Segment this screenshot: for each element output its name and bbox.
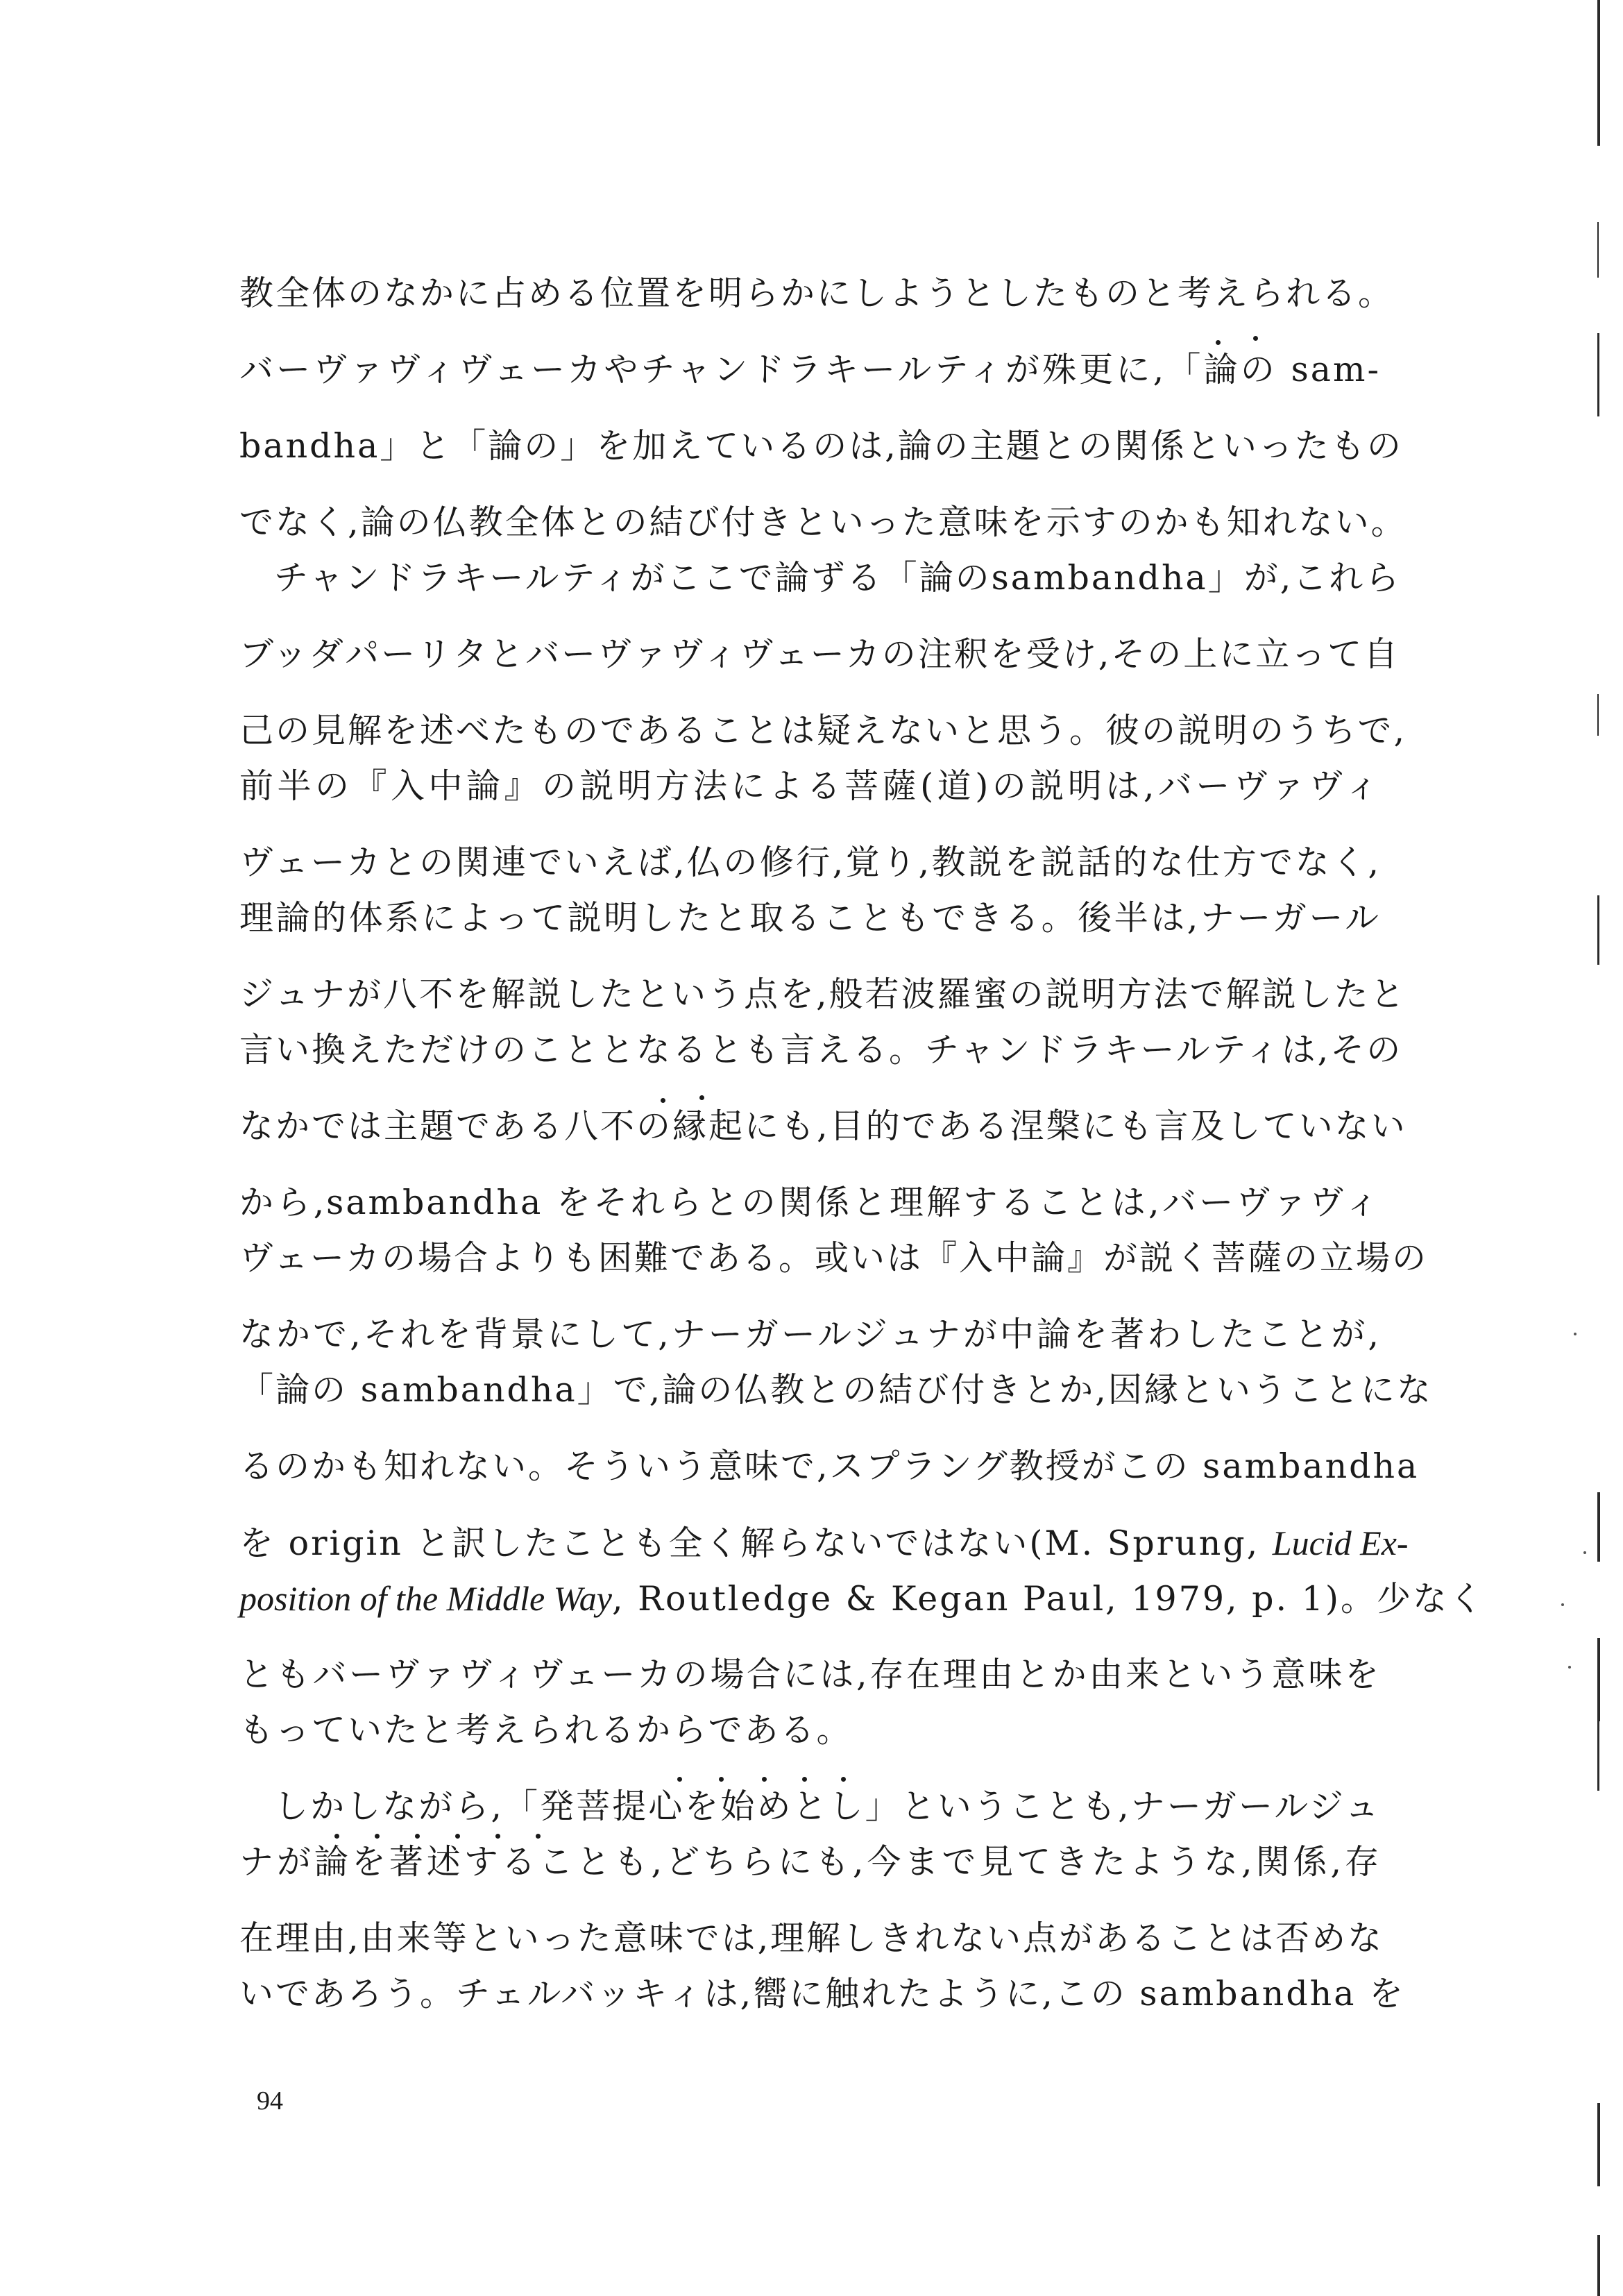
text-line: もっていたと考えられるからである。	[239, 1710, 853, 1750]
scan-speck	[1561, 1603, 1564, 1606]
text-line: ヴェーカの場合よりも困難である。或いは『入中論』が説く菩薩の立場の	[239, 1238, 1429, 1278]
text-line: ナが論を著述することも,どちらにも,今まで見てきたような,関係,存	[239, 1842, 1381, 1882]
scan-edge-mark	[1597, 1721, 1599, 1791]
text-line: 教全体のなかに占める位置を明らかにしようとしたものと考えられる。	[239, 273, 1395, 313]
emphasis-dot	[375, 1834, 380, 1839]
emphasis-dot	[455, 1834, 460, 1839]
text-line: しかしながら,「発菩提心を始めとし」ということも,ナーガールジュ	[274, 1787, 1381, 1826]
text-line: 前半の『入中論』の説明方法による菩薩(道)の説明は,バーヴァヴィ	[239, 766, 1381, 806]
italic-title: Lucid Ex-	[1272, 1523, 1409, 1562]
text-line: ヴェーカとの関連でいえば,仏の修行,覚り,教説を説話的な仕方でなく,	[239, 843, 1381, 882]
emphasis-dot	[841, 1777, 846, 1782]
scan-edge-mark	[1597, 1638, 1600, 1721]
emphasis-dot	[415, 1834, 420, 1839]
italic-title: position of the Middle Way	[239, 1579, 612, 1618]
text-line: ジュナが八不を解説したという点を,般若波羅蜜の説明方法で解説したと	[239, 974, 1407, 1014]
emphasis-dot	[1216, 340, 1221, 345]
scan-edge-mark	[1597, 222, 1599, 278]
scan-speck	[1583, 1551, 1586, 1554]
text-line-part: を origin と訳したことも全く解らないではない(M. Sprung,	[239, 1523, 1273, 1563]
text-line: 「論の sambandha」で,論の仏教との結び付きとか,因縁ということにな	[239, 1370, 1433, 1410]
text-line: チャンドラキールティがここで論ずる「論のsambandha」が,これら	[274, 558, 1402, 598]
scan-edge-mark	[1597, 694, 1599, 736]
scan-edge-mark	[1597, 895, 1599, 965]
emphasis-dot	[719, 1777, 724, 1782]
scan-speck	[1574, 1333, 1577, 1335]
text-line: 言い換えただけのこととなるとも言える。チャンドラキールティは,その	[239, 1030, 1403, 1070]
text-line: ブッダパーリタとバーヴァヴィヴェーカの注釈を受け,その上に立って自	[239, 634, 1400, 674]
scan-edge-mark	[1597, 2235, 1600, 2296]
emphasis-dot	[802, 1777, 807, 1782]
text-line	[239, 1523, 1409, 1563]
emphasis-dot	[699, 1095, 704, 1100]
scan-speck	[1568, 1666, 1571, 1669]
text-line: 己の見解を述べたものであることは疑えないと思う。彼の説明のうちで,	[239, 711, 1407, 750]
text-line: 在理由,由来等といった意味では,理解しきれない点があることは否めな	[239, 1918, 1384, 1958]
text-line: なかでは主題である八不の縁起にも,目的である涅槃にも言及していない	[239, 1106, 1407, 1146]
text-line	[239, 1579, 1485, 1619]
text-line: でなく,論の仏教全体との結び付きといった意味を示すのかも知れない。	[239, 503, 1407, 542]
emphasis-dot	[661, 1098, 665, 1103]
emphasis-dot	[677, 1777, 682, 1782]
text-line: 理論的体系によって説明したと取ることもできる。後半は,ナーガール	[239, 898, 1381, 938]
emphasis-dot	[334, 1834, 339, 1839]
scan-edge-mark	[1597, 1492, 1600, 1562]
emphasis-dot	[495, 1834, 500, 1839]
text-line: から,sambandha をそれらとの関係と理解することは,バーヴァヴィ	[239, 1183, 1381, 1222]
text-line: バーヴァヴィヴェーカやチャンドラキールティが殊更に,「論の sam-	[239, 350, 1381, 389]
text-line: bandha」と「論の」を加えているのは,論の主題との関係といったもの	[239, 426, 1403, 466]
text-line: いであろう。チェルバッキィは,嚮に触れたように,この sambandha を	[239, 1974, 1406, 2014]
scan-edge-mark	[1597, 2103, 1600, 2186]
page-number: 94	[257, 2086, 283, 2116]
scan-edge-mark	[1597, 0, 1600, 146]
text-line: ともバーヴァヴィヴェーカの場合には,存在理由とか由来という意味を	[239, 1655, 1381, 1694]
scan-edge-mark	[1597, 333, 1599, 416]
emphasis-dot	[536, 1834, 541, 1839]
text-line-part: , Routledge & Kegan Paul, 1979, p. 1)。少なく	[612, 1579, 1485, 1619]
emphasis-dot	[762, 1777, 767, 1782]
text-line: なかで,それを背景にして,ナーガールジュナが中論を著わしたことが,	[239, 1315, 1381, 1354]
text-line: るのかも知れない。そういう意味で,スプラング教授がこの sambandha	[239, 1446, 1420, 1486]
emphasis-dot	[1253, 336, 1258, 341]
